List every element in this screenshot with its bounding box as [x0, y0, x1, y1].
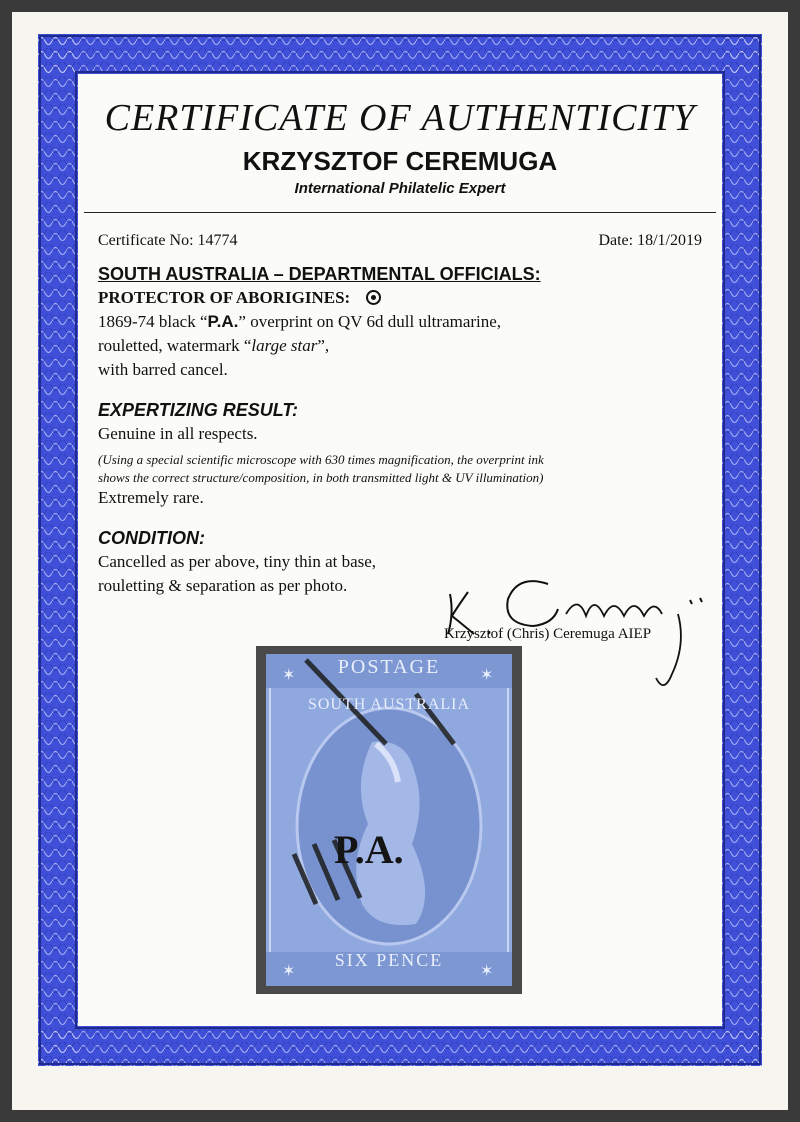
item-overprint: P.A.: [207, 312, 239, 331]
item-subheading: [98, 288, 381, 308]
result-verdict: Genuine in all respects.: [98, 424, 258, 443]
item-line1-b: ” overprint on QV 6d dull ultramarine,: [238, 312, 502, 331]
svg-text:✶: ✶: [480, 963, 494, 980]
used-cancel-icon: [366, 290, 381, 305]
stamp-overprint-text: P.A.: [334, 827, 404, 872]
item-description-line-1: [98, 312, 501, 332]
item-description-line-2: [98, 336, 329, 356]
svg-text:✶: ✶: [282, 963, 296, 980]
stamp-postage-text: POSTAGE: [337, 656, 441, 678]
item-heading: SOUTH AUSTRALIA – DEPARTMENTAL OFFICIALS:: [98, 264, 541, 284]
item-description-line-3: with barred cancel.: [98, 360, 228, 379]
item-watermark: large star: [251, 336, 318, 355]
expert-name: KRZYSZTOF CEREMUGA: [242, 146, 558, 176]
certificate-body: [78, 74, 722, 1026]
date-label: Date:: [598, 232, 634, 249]
condition-line-1: Cancelled as per above, tiny thin at base,: [98, 552, 377, 571]
certificate-number-value: 14774: [197, 232, 238, 249]
item-line2-a: rouletted, watermark “: [98, 336, 252, 355]
item-subheading-text: PROTECTOR OF ABORIGINES:: [98, 288, 351, 307]
condition-heading: CONDITION:: [98, 528, 205, 548]
stamp-value-text: SIX PENCE: [334, 950, 444, 970]
result-note-2: shows the correct structure/composition, in both transmitted light & UV illumination): [98, 470, 544, 485]
certificate-number: [98, 232, 238, 250]
stamp-country-text: SOUTH AUSTRALIA: [307, 696, 471, 713]
result-heading: EXPERTIZING RESULT:: [98, 400, 299, 420]
stamp-photo: [256, 646, 522, 994]
item-line2-b: ”,: [317, 336, 330, 355]
result-rarity: Extremely rare.: [98, 488, 204, 507]
condition-line-2: rouletting & separation as per photo.: [98, 576, 348, 595]
result-note-1: (Using a special scientific microscope with 630 times magnification, the overprint ink: [98, 452, 544, 467]
date-value: 18/1/2019: [637, 232, 702, 249]
svg-text:✶: ✶: [282, 667, 296, 684]
certificate-title: CERTIFICATE OF AUTHENTICITY: [104, 97, 696, 139]
svg-text:✶: ✶: [480, 667, 494, 684]
certificate-date: [598, 232, 702, 250]
certificate-number-label: Certificate No:: [98, 232, 194, 249]
item-line1-a: 1869-74 black “: [98, 312, 208, 331]
signer-name: Krzysztof (Chris) Ceremuga AIEP: [444, 626, 652, 642]
header-divider: [84, 212, 716, 213]
expert-title: International Philatelic Expert: [294, 180, 506, 197]
